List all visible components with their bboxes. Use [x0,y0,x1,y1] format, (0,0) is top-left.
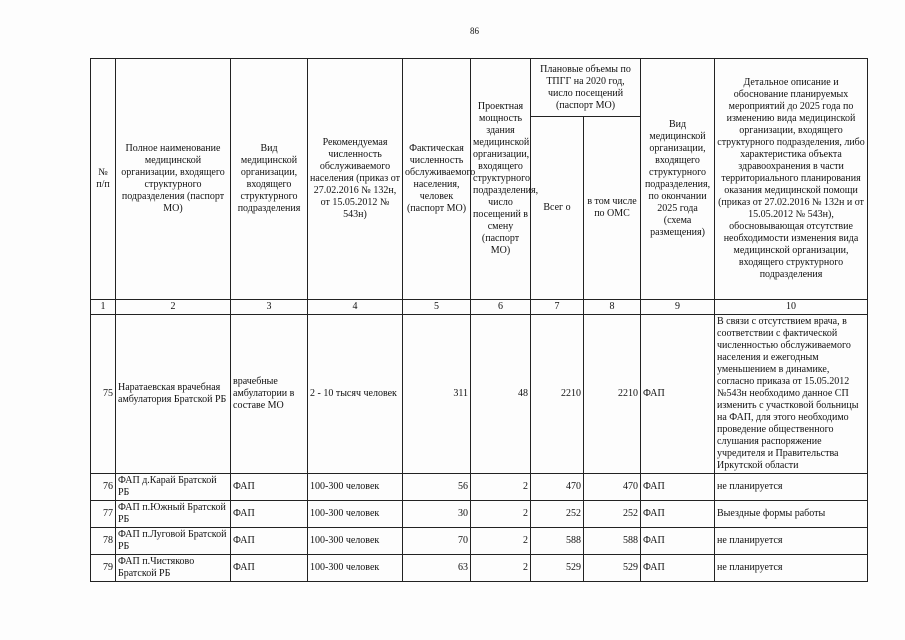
row-type-2025: ФАП [641,315,715,474]
row-capacity: 2 [471,528,531,555]
row-recommended: 100-300 человек [308,501,403,528]
row-name: ФАП п.Южный Братской РБ [116,501,231,528]
row-oms: 2210 [584,315,641,474]
header-recommended: Рекомендуемая численность обслуживаемого населения (приказ от 27.02.2016 № 132н, от 15.05.2012 № 543н) [308,59,403,300]
row-capacity: 2 [471,474,531,501]
row-recommended: 2 - 10 тысяч человек [308,315,403,474]
row-description: В связи с отсутствием врача, в соответствии с фактической численностью обслуживаемого населения и ежегодным уменьшением в динамике, согласно приказа от 15.05.2012 №543н необходимо данное СП изменить с участковой больницы на ФАП, для этого необходимо проведение общественного слушания распоряжение учредителя и Правительства Иркутской области [715,315,868,474]
row-number: 76 [91,474,116,501]
row-type: врачебные амбулатории в составе МО [231,315,308,474]
header-type: Вид медицинской организации, входящего структурного подразделения [231,59,308,300]
row-type: ФАП [231,474,308,501]
table-row [91,315,868,474]
row-type-2025: ФАП [641,555,715,582]
row-description: не планируется [715,555,868,582]
header-total: Всег о [531,117,584,300]
header-capacity: Проектная мощность здания медицинской организации, входящего структурного подразделения, число посещений в смену (паспорт МО) [471,59,531,300]
row-capacity: 48 [471,315,531,474]
row-recommended: 100-300 человек [308,528,403,555]
row-name: ФАП д.Карай Братской РБ [116,474,231,501]
column-numbers-row: 1 2 3 4 5 6 7 8 9 10 [91,300,868,315]
row-total: 2210 [531,315,584,474]
row-oms: 588 [584,528,641,555]
row-name: ФАП п.Чистяково Братской РБ [116,555,231,582]
row-type: ФАП [231,501,308,528]
row-oms: 529 [584,555,641,582]
header-number: № п/п [91,59,116,300]
row-recommended: 100-300 человек [308,474,403,501]
header-actual: Фактическая численность обслуживаемого населения, человек (паспорт МО) [403,59,471,300]
row-type-2025: ФАП [641,501,715,528]
header-description: Детальное описание и обоснование планируемых мероприятий до 2025 года по изменению вида медицинской организации, входящего структурного подразделения, либо характеристика объекта здравоохранения в части территориального планирования оказания медицинской помощи (приказ от 27.02.2016 № 132н и от 15.05.2012 № 543н), обосновывающая отсутствие необходимости изменения вида медицинской организации, входящего структурного подразделения [715,59,868,300]
row-actual: 63 [403,555,471,582]
row-name: ФАП п.Луговой Братской РБ [116,528,231,555]
row-capacity: 2 [471,501,531,528]
row-description: не планируется [715,528,868,555]
row-capacity: 2 [471,555,531,582]
row-number: 79 [91,555,116,582]
row-total: 252 [531,501,584,528]
row-total: 588 [531,528,584,555]
header-oms: в том числе по ОМС [584,117,641,300]
header-name: Полное наименование медицинской организации, входящего структурного подразделения (паспорт МО) [116,59,231,300]
row-actual: 311 [403,315,471,474]
row-number: 75 [91,315,116,474]
row-name: Наратаевская врачебная амбулатория Братской РБ [116,315,231,474]
page-number: 86 [470,26,479,36]
row-number: 77 [91,501,116,528]
row-total: 470 [531,474,584,501]
row-actual: 70 [403,528,471,555]
table-row [91,528,868,555]
row-type: ФАП [231,528,308,555]
row-actual: 56 [403,474,471,501]
row-total: 529 [531,555,584,582]
row-description: Выездные формы работы [715,501,868,528]
header-type-2025: Вид медицинской организации, входящего структурного подразделения, по окончании 2025 года (схема размещения) [641,59,715,300]
row-description: не планируется [715,474,868,501]
row-actual: 30 [403,501,471,528]
row-oms: 470 [584,474,641,501]
table-row [91,555,868,582]
table-row [91,501,868,528]
row-recommended: 100-300 человек [308,555,403,582]
row-type: ФАП [231,555,308,582]
facilities-table [90,58,868,582]
row-type-2025: ФАП [641,528,715,555]
header-planned-volumes: Плановые объемы по ТПГГ на 2020 год, число посещений (паспорт МО) [531,59,641,117]
row-type-2025: ФАП [641,474,715,501]
table-row [91,474,868,501]
row-number: 78 [91,528,116,555]
row-oms: 252 [584,501,641,528]
